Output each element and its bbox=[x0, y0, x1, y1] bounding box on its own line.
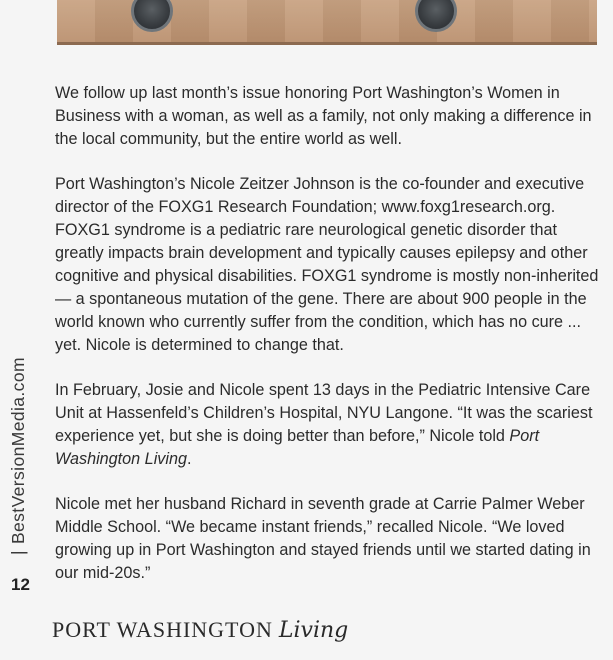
paragraph-1: We follow up last month’s issue honoring Port Washington’s Women in Business with a woman, as well as a family, not only making a difference in the local community, but the entire world as well. bbox=[55, 84, 592, 148]
side-website bbox=[8, 357, 29, 555]
side-separator: | bbox=[8, 550, 28, 555]
paragraph-3-end: . bbox=[186, 449, 192, 468]
logo-script: Living bbox=[278, 617, 349, 643]
publication-name: Port Washington Living bbox=[55, 426, 540, 468]
paragraph-3 bbox=[55, 379, 605, 471]
header-photo bbox=[57, 0, 597, 45]
article-body bbox=[55, 82, 605, 607]
website-url: BestVersionMedia.com bbox=[8, 357, 28, 545]
photo-edge bbox=[57, 42, 597, 45]
paragraph-3-text: In February, Josie and Nicole spent 13 days in the Pediatric Intensive Care Unit at Hassenfeld’s Children’s Hospital, NYU Langone. “It was the scariest experience yet, but she is doing better than before,” Nicole told bbox=[55, 380, 593, 445]
footer-logo bbox=[52, 617, 348, 651]
logo-main: PORT WASHINGTON bbox=[52, 617, 273, 642]
paragraph-2: Port Washington’s Nicole Zeitzer Johnson is the co-founder and executive director of the FOXG1 Research Foundation; www.foxg1research.org. FOXG1 syndrome is a pediatric rare neurological genetic disorder that greatly impacts brain development and typically causes epilepsy and other cognitive and physical disabilities. FOXG1 syndrome is mostly non-inherited — a spontaneous mutation of the gene. There are about 900 people in the world known who currently suffer from the condition, which has no cure ... yet. Nicole is determined to change that. bbox=[55, 175, 599, 354]
paragraph-4: Nicole met her husband Richard in seventh grade at Carrie Palmer Weber Middle School. “We became instant friends,” recalled Nicole. “We loved growing up in Port Washington and stayed friends until we started dating in our mid-20s.” bbox=[55, 495, 591, 582]
page-number: 12 bbox=[11, 575, 30, 594]
